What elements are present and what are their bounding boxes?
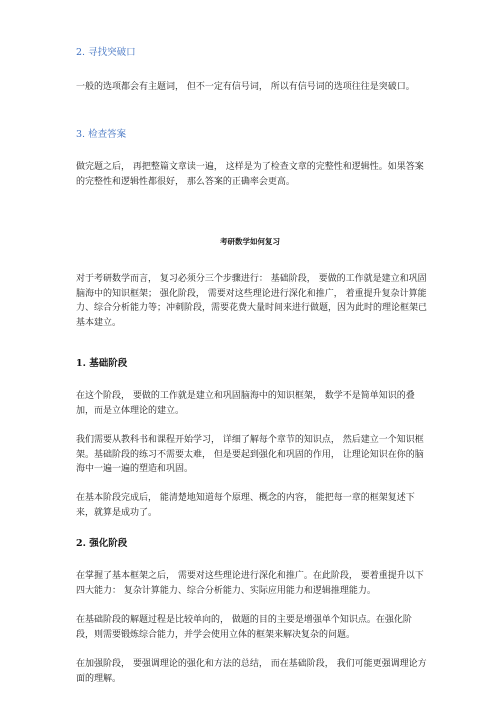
stage2-paragraph: 在掌握了基本框架之后， 需要对这些理论进行深化和推广。在此阶段， 要着重提升以下四大能力： 复杂计算能力、综合分析能力、实际应用能力和逻辑推理能力。 xyxy=(76,571,424,596)
paragraph-check-answer: 做完题之后， 再把整篇文章读一遍， 这样是为了检查文章的完整性和逻辑性。如果答案的完整性和逻辑性都很好， 那么答案的正确率会更高。 xyxy=(76,162,424,187)
stage1-paragraph: 我们需要从教科书和课程开始学习， 详细了解每个章节的知识点， 然后建立一个知识框架。基础阶段的练习不需要太难， 但是要起到强化和巩固的作用， 让理论知识在你的脑海中一遍一遍的塑造和巩固。 xyxy=(76,435,424,474)
stage1-heading: 1. 基础阶段 xyxy=(76,358,128,369)
paragraph-intro: 对于考研数学而言， 复习必须分三个步骤进行： 基础阶段， 要做的工作就是建立和巩固脑海中的知识框架； 强化阶段， 需要对这些理论进行深化和推广， 着重提升复杂计算能力、综合分析能力等；冲刺阶段，需要花费大量时间来进行做题，因为此时的理论框架已基本建立。 xyxy=(76,274,428,328)
stage2-paragraph: 在基础阶段的解题过程是比较单向的， 做题的目的主要是增强单个知识点。在强化阶段，则需要锻炼综合能力，并学会使用立体的框架来解决复杂的问题。 xyxy=(76,615,412,640)
section-heading-find-breakthrough: 2. 寻找突破口 xyxy=(76,47,136,58)
stage2-heading: 2. 强化阶段 xyxy=(76,538,128,549)
paragraph-find-breakthrough: 一般的选项都会有主题词， 但不一定有信号词， 所以有信号词的选项往往是突破口。 xyxy=(76,82,415,92)
stage2-paragraph: 在加强阶段， 要强调理论的强化和方法的总结， 而在基础阶段， 我们可能更强调理论方面的理解。 xyxy=(76,659,427,684)
document-title: 考研数学如何复习 xyxy=(220,237,280,246)
stage1-paragraph: 在这个阶段， 要做的工作就是建立和巩固脑海中的知识框架， 数学不是简单知识的叠加，而是立体理论的建立。 xyxy=(76,391,415,416)
section-heading-check-answer: 3. 检查答案 xyxy=(76,129,127,140)
stage1-paragraph: 在基本阶段完成后， 能清楚地知道每个原理、概念的内容， 能把每一章的框架复述下来，就算是成功了。 xyxy=(76,493,415,518)
